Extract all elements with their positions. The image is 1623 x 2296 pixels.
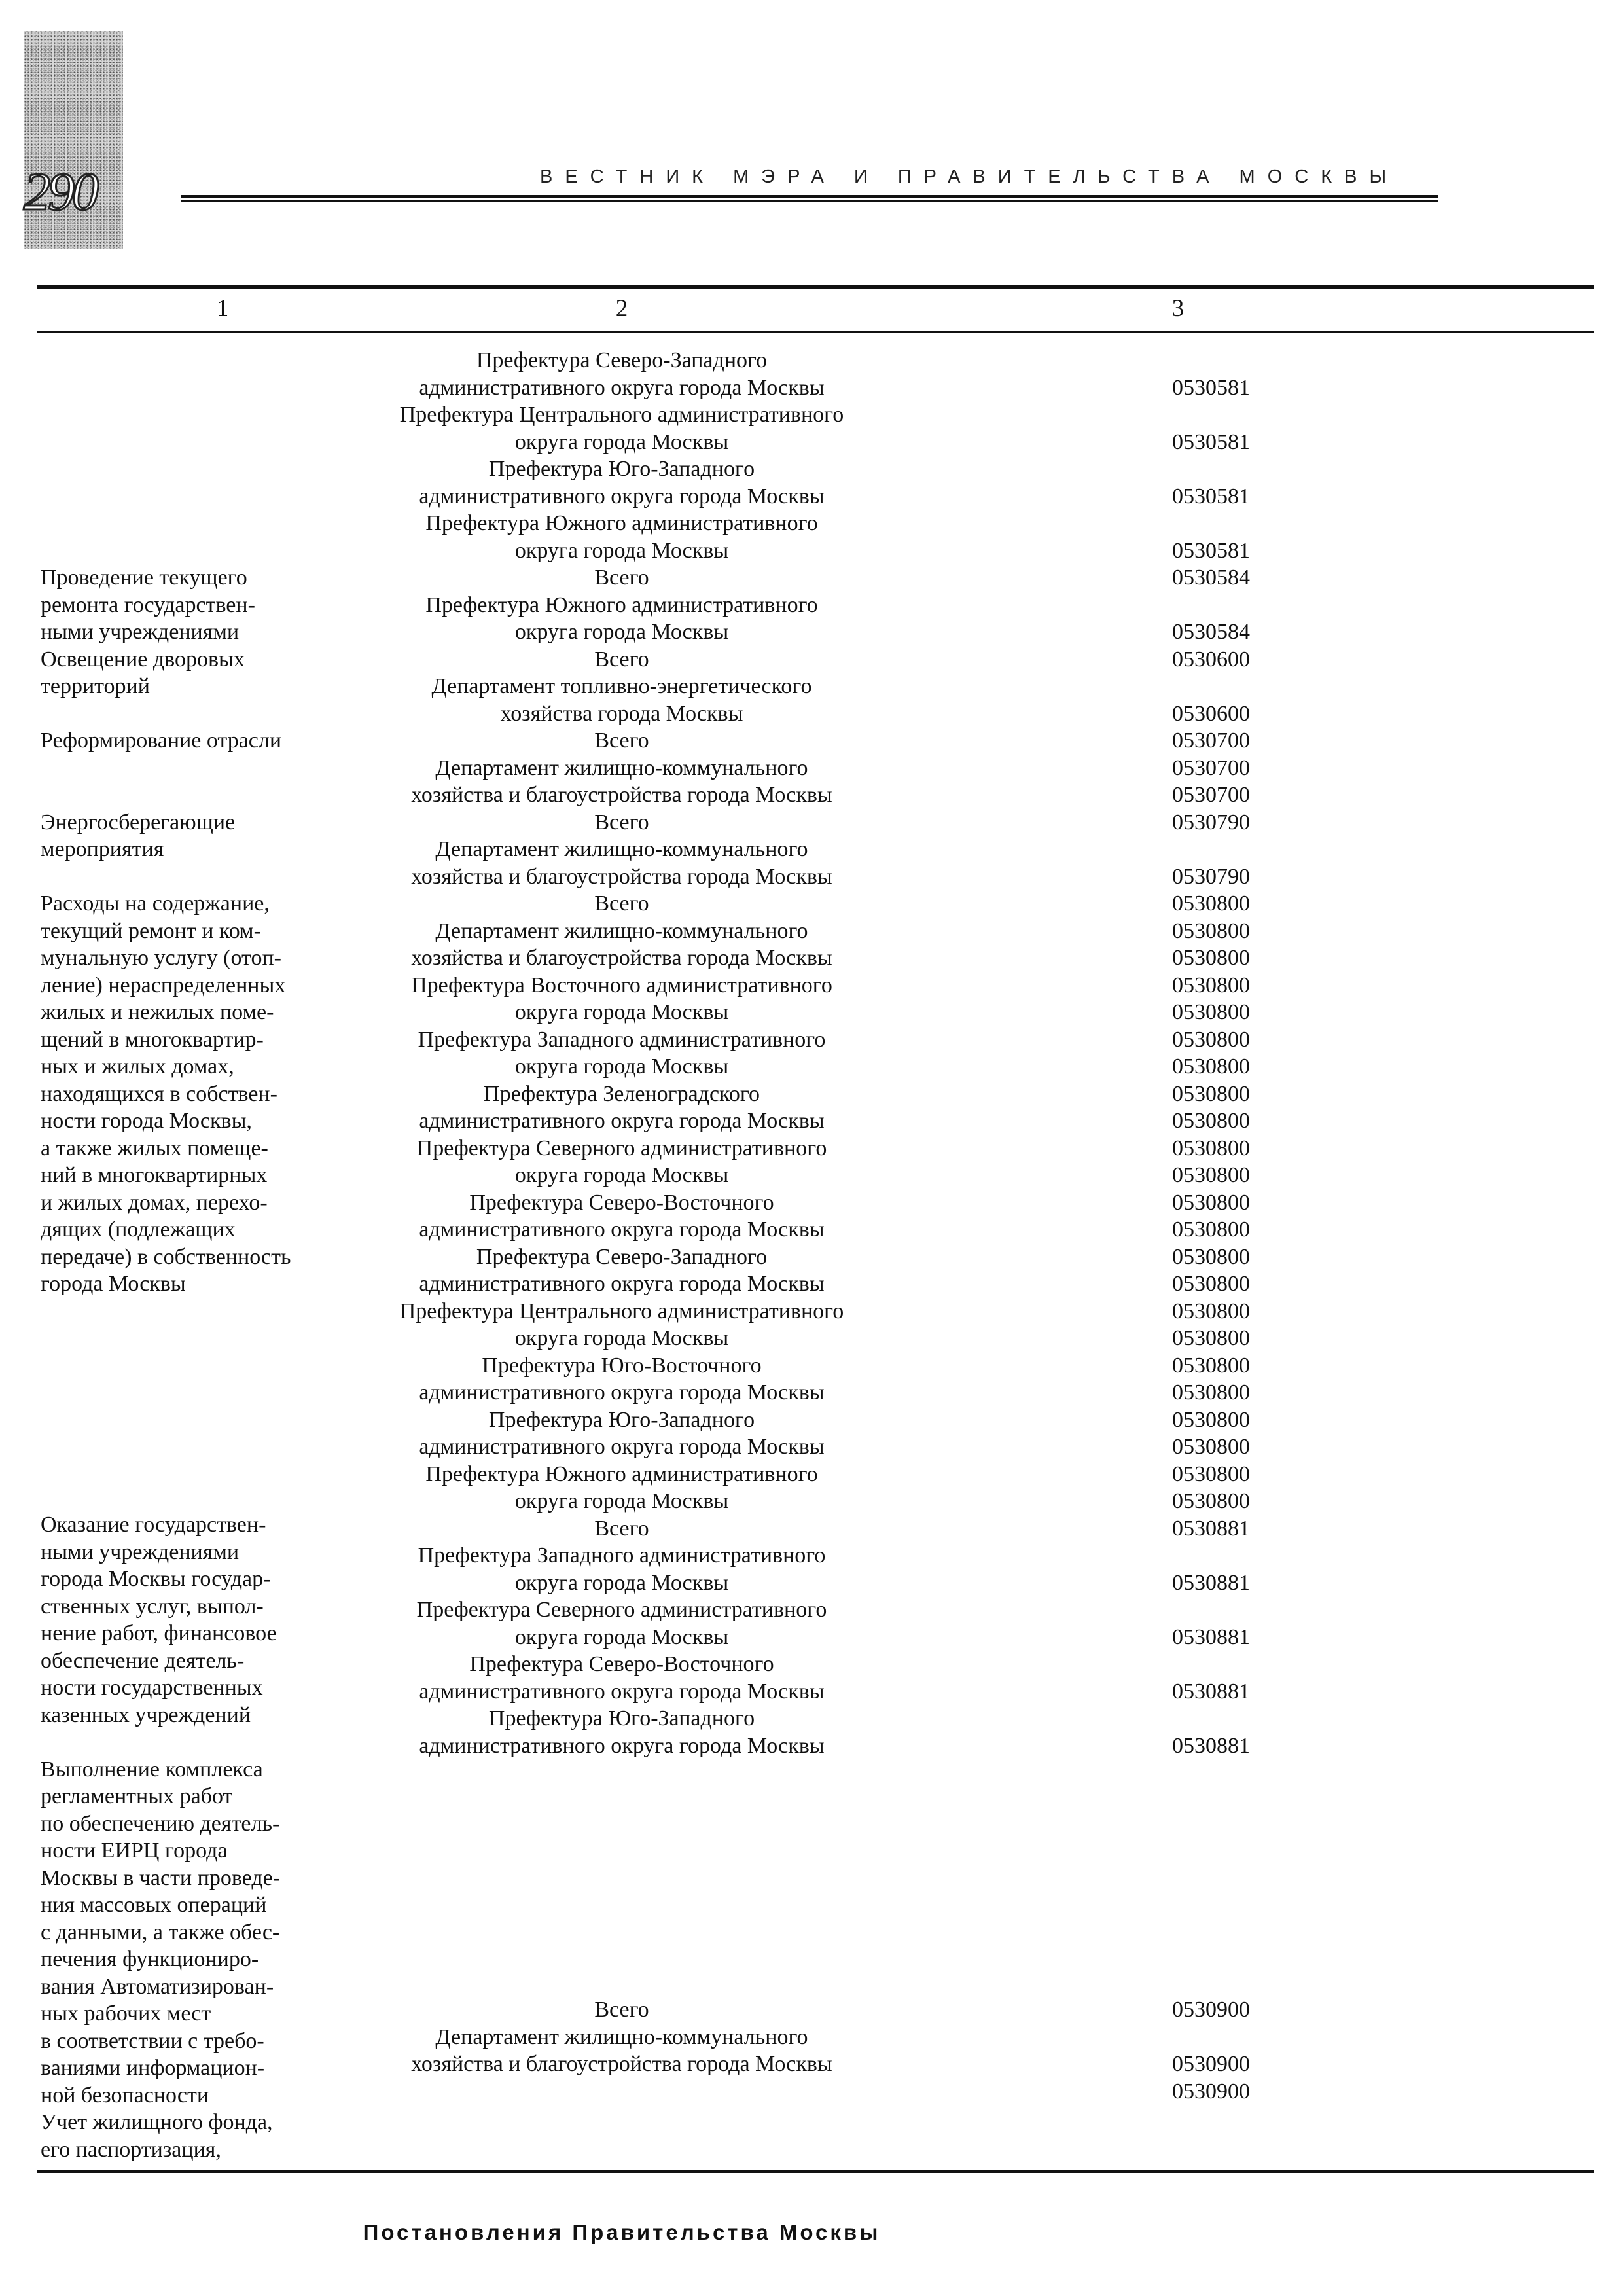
expense-item-line: ными учреждениями — [41, 1539, 240, 1564]
page-number: 290 — [24, 162, 96, 221]
budget-code: 0530800 — [1172, 1489, 1250, 1513]
administrator-line: административного округа города Москвы — [419, 484, 825, 509]
budget-code — [1119, 347, 1250, 374]
budget-code: 0530800 — [1172, 1054, 1250, 1079]
administrator-line: Префектура Юго-Западного — [488, 457, 755, 481]
administrator-line: округа города Москвы — [514, 620, 729, 644]
expense-item-line: вания Автоматизирован- — [41, 1974, 274, 1999]
administrator-line: округа города Москвы — [514, 1624, 729, 1649]
administrator-line: округа города Москвы — [514, 1054, 729, 1079]
administrator-line: Префектура Юго-Западного — [488, 1706, 755, 1731]
expense-item-line: Энергосберегающие — [41, 810, 236, 834]
budget-code: 0530800 — [1172, 1272, 1250, 1296]
budget-code: 0530584 — [1172, 620, 1250, 644]
administrator-line: Префектура Северо-Западного — [476, 1244, 768, 1269]
administrator-line: Префектура Западного административного — [418, 1027, 826, 1052]
administrator-line: Всего — [594, 891, 649, 916]
administrator-line: Департамент жилищно-коммунального — [435, 2024, 808, 2049]
administrator-line: административного округа города Москвы — [419, 1109, 825, 1133]
administrator-line: Префектура Южного административного — [425, 1462, 818, 1486]
budget-code: 0530581 — [1172, 429, 1250, 454]
administrator-line: Департамент жилищно-коммунального — [435, 755, 808, 780]
expense-item-line: а также жилых помеще- — [41, 1136, 268, 1160]
budget-code: 0530790 — [1172, 864, 1250, 889]
budget-code: 0530800 — [1172, 1136, 1250, 1160]
administrator-line: Департамент жилищно-коммунального — [435, 837, 808, 861]
expense-item-line: ственных услуг, выпол- — [41, 1594, 264, 1619]
administrator-line: Префектура Западного административного — [418, 1543, 826, 1568]
table-top-rule — [37, 285, 1594, 289]
expense-item-line: жилых и нежилых поме- — [41, 1000, 274, 1024]
budget-code: 0530800 — [1172, 1353, 1250, 1378]
expense-item-line: ности государственных — [41, 1676, 263, 1700]
column-1-block-1 — [41, 564, 342, 1298]
column-2-block-3 — [366, 1996, 877, 2105]
expense-item-line: города Москвы — [41, 1272, 186, 1296]
expense-item-line: щений в многоквартир- — [41, 1027, 264, 1052]
budget-code: 0530800 — [1172, 1407, 1250, 1432]
budget-code: 0530581 — [1172, 375, 1250, 400]
expense-item-line: мунальную услугу (отоп- — [41, 946, 281, 970]
administrator-line: Префектура Южного административного — [425, 511, 818, 535]
administrator-line: административного округа города Москвы — [419, 1733, 825, 1758]
administrator-line: административного округа города Москвы — [419, 1679, 825, 1704]
budget-code: 0530881 — [1172, 1679, 1250, 1704]
budget-code — [1119, 1705, 1250, 1732]
administrator-line: хозяйства города Москвы — [500, 701, 743, 726]
administrator-line: Префектура Центрального административного — [399, 1299, 844, 1323]
column-1-block-2 — [41, 1511, 342, 2163]
administrator-line: Префектура Северо-Западного — [476, 348, 768, 372]
expense-item-line: передаче) в собственность — [41, 1244, 291, 1269]
budget-code: 0530700 — [1172, 783, 1250, 807]
expense-item-line: с данными, а также обес- — [41, 1920, 280, 1945]
expense-item-line: Учет жилищного фонда, — [41, 2110, 273, 2134]
expense-item-line: обеспечение деятель- — [41, 1648, 245, 1673]
budget-code: 0530900 — [1172, 2079, 1250, 2104]
expense-item-line: Москвы в части проведе- — [41, 1865, 281, 1890]
expense-item-line: ной безопасности — [41, 2083, 209, 2108]
budget-code: 0530700 — [1172, 755, 1250, 780]
budget-code: 0530800 — [1172, 1244, 1250, 1269]
administrator-line: округа города Москвы — [514, 1570, 729, 1595]
administrator-line: административного округа города Москвы — [419, 1217, 825, 1242]
budget-code: 0530800 — [1172, 946, 1250, 970]
column-2-block-1 — [366, 347, 877, 1759]
column-header-3: 3 — [1171, 295, 1185, 322]
table-bottom-rule — [37, 2170, 1594, 2173]
budget-code: 0530800 — [1172, 1462, 1250, 1486]
expense-item-line: и жилых домах, перехо- — [41, 1190, 268, 1215]
budget-code — [1119, 2024, 1250, 2051]
budget-code: 0530800 — [1172, 1190, 1250, 1215]
journal-title: ВЕСТНИК МЭРА И ПРАВИТЕЛЬСТВА МОСКВЫ — [540, 166, 1399, 187]
budget-code — [1119, 673, 1250, 700]
administrator-line: административного округа города Москвы — [419, 1380, 825, 1405]
administrator-line: Префектура Восточного административного — [411, 973, 832, 997]
expense-item-line: ваниями информацион- — [41, 2056, 265, 2080]
administrator-line: хозяйства и благоустройства города Москвы — [411, 783, 832, 807]
expense-item-line: печения функциониро- — [41, 1947, 259, 1971]
column-header-1: 1 — [216, 295, 229, 322]
administrator-line: Всего — [594, 1998, 649, 2022]
expense-item-line: Реформирование отрасли — [41, 728, 282, 753]
budget-code: 0530800 — [1172, 1163, 1250, 1187]
budget-code: 0530600 — [1172, 701, 1250, 726]
column-header-2: 2 — [615, 295, 628, 322]
expense-item-line: ных рабочих мест — [41, 2001, 211, 2026]
expense-item-line: Оказание государствен- — [41, 1513, 266, 1537]
budget-code: 0530800 — [1172, 1000, 1250, 1024]
header-rule — [181, 195, 1438, 198]
administrator-line: Префектура Зеленоградского — [484, 1081, 760, 1106]
administrator-line: административного округа города Москвы — [419, 1272, 825, 1296]
header-rule-thin — [181, 200, 1438, 202]
budget-code: 0530800 — [1172, 1380, 1250, 1405]
expense-item-line: ремонта государствен- — [41, 592, 255, 617]
budget-code — [1119, 836, 1250, 863]
expense-item-line: ных и жилых домах, — [41, 1054, 234, 1079]
expense-item-line: ными учреждениями — [41, 620, 240, 644]
column-3-block-1 — [1119, 347, 1250, 1759]
budget-code: 0530800 — [1172, 1217, 1250, 1242]
administrator-line: Всего — [594, 565, 649, 590]
budget-code — [1119, 1596, 1250, 1624]
expense-item-line: нение работ, финансовое — [41, 1621, 277, 1645]
expense-item-line: текущий ремонт и ком- — [41, 918, 261, 943]
administrator-line: Префектура Северного административного — [416, 1598, 827, 1622]
administrator-line: хозяйства и благоустройства города Москвы — [411, 864, 832, 889]
budget-code: 0530900 — [1172, 1998, 1250, 2022]
administrator-line: хозяйства и благоустройства города Москвы — [411, 2052, 832, 2076]
expense-item-line: Расходы на содержание, — [41, 891, 270, 916]
administrator-line: Префектура Юго-Восточного — [482, 1353, 762, 1378]
expense-item-line — [41, 755, 342, 782]
expense-item-line: города Москвы государ- — [41, 1567, 271, 1591]
administrator-line: Всего — [594, 810, 649, 834]
budget-code: 0530800 — [1172, 918, 1250, 943]
administrator-line: Департамент жилищно-коммунального — [435, 918, 808, 943]
budget-code: 0530581 — [1172, 538, 1250, 563]
expense-item-line — [41, 1729, 342, 1756]
budget-code: 0530900 — [1172, 2052, 1250, 2076]
budget-code: 0530881 — [1172, 1624, 1250, 1649]
budget-code: 0530600 — [1172, 647, 1250, 672]
expense-item-line: его паспортизация, — [41, 2137, 221, 2162]
administrator-line: Префектура Центрального административного — [399, 403, 844, 427]
budget-code: 0530881 — [1172, 1570, 1250, 1595]
budget-code — [1119, 510, 1250, 537]
administrator-line — [366, 2078, 877, 2106]
expense-item-line — [41, 700, 342, 728]
expense-item-line: ление) нераспределенных — [41, 973, 286, 997]
budget-code: 0530790 — [1172, 810, 1250, 834]
budget-code: 0530700 — [1172, 728, 1250, 753]
budget-code: 0530800 — [1172, 1027, 1250, 1052]
administrator-line: округа города Москвы — [514, 538, 729, 563]
expense-item-line: казенных учреждений — [41, 1702, 251, 1727]
budget-code: 0530881 — [1172, 1516, 1250, 1541]
expense-item-line: Проведение текущего — [41, 565, 247, 590]
budget-code: 0530800 — [1172, 1109, 1250, 1133]
administrator-line: Префектура Северного административного — [416, 1136, 827, 1160]
expense-item-line: Выполнение комплекса — [41, 1757, 263, 1782]
budget-code — [1119, 1651, 1250, 1678]
section-footer: Постановления Правительства Москвы — [363, 2220, 881, 2244]
administrator-line: округа города Москвы — [514, 1163, 729, 1187]
budget-code — [1119, 456, 1250, 483]
expense-item-line: дящих (подлежащих — [41, 1217, 236, 1242]
table-header-rule — [37, 331, 1594, 333]
administrator-line: Префектура Юго-Западного — [488, 1407, 755, 1432]
budget-code: 0530800 — [1172, 1299, 1250, 1323]
expense-item-line: мероприятия — [41, 837, 164, 861]
administrator-line: округа города Москвы — [514, 1000, 729, 1024]
administrator-line: Департамент топливно-энергетического — [431, 674, 812, 698]
expense-item-line: в соответствии с требо- — [41, 2028, 264, 2053]
budget-code — [1119, 592, 1250, 619]
administrator-line: Префектура Южного административного — [425, 592, 818, 617]
budget-code: 0530800 — [1172, 1326, 1250, 1350]
administrator-line: Всего — [594, 728, 649, 753]
budget-code: 0530800 — [1172, 1435, 1250, 1459]
budget-code: 0530881 — [1172, 1733, 1250, 1758]
expense-item-line — [41, 781, 342, 809]
expense-item-line: Освещение дворовых — [41, 647, 245, 672]
budget-code: 0530800 — [1172, 973, 1250, 997]
budget-code: 0530800 — [1172, 891, 1250, 916]
administrator-line: Всего — [594, 1516, 649, 1541]
administrator-line: административного округа города Москвы — [419, 375, 825, 400]
administrator-line: Всего — [594, 647, 649, 672]
administrator-line: Префектура Северо-Восточного — [469, 1652, 774, 1676]
expense-item-line: ности ЕИРЦ города — [41, 1839, 228, 1863]
budget-code — [1119, 401, 1250, 429]
administrator-line: хозяйства и благоустройства города Москвы — [411, 946, 832, 970]
column-3-block-3 — [1119, 1996, 1250, 2105]
administrator-line: административного округа города Москвы — [419, 1435, 825, 1459]
expense-item-line: регламентных работ — [41, 1784, 233, 1808]
expense-item-line: по обеспечению деятель- — [41, 1811, 280, 1836]
administrator-line: округа города Москвы — [514, 1326, 729, 1350]
expense-item-line: находящихся в собствен- — [41, 1081, 277, 1106]
budget-code: 0530581 — [1172, 484, 1250, 509]
budget-code: 0530800 — [1172, 1081, 1250, 1106]
expense-item-line: территорий — [41, 674, 150, 698]
expense-item-line — [41, 863, 342, 891]
administrator-line: округа города Москвы — [514, 429, 729, 454]
budget-code: 0530584 — [1172, 565, 1250, 590]
administrator-line: Префектура Северо-Восточного — [469, 1190, 774, 1215]
budget-code — [1119, 1542, 1250, 1570]
administrator-line: округа города Москвы — [514, 1489, 729, 1513]
expense-item-line: ности города Москвы, — [41, 1109, 252, 1133]
expense-item-line: ния массовых операций — [41, 1893, 267, 1917]
expense-item-line: ний в многоквартирных — [41, 1163, 268, 1187]
